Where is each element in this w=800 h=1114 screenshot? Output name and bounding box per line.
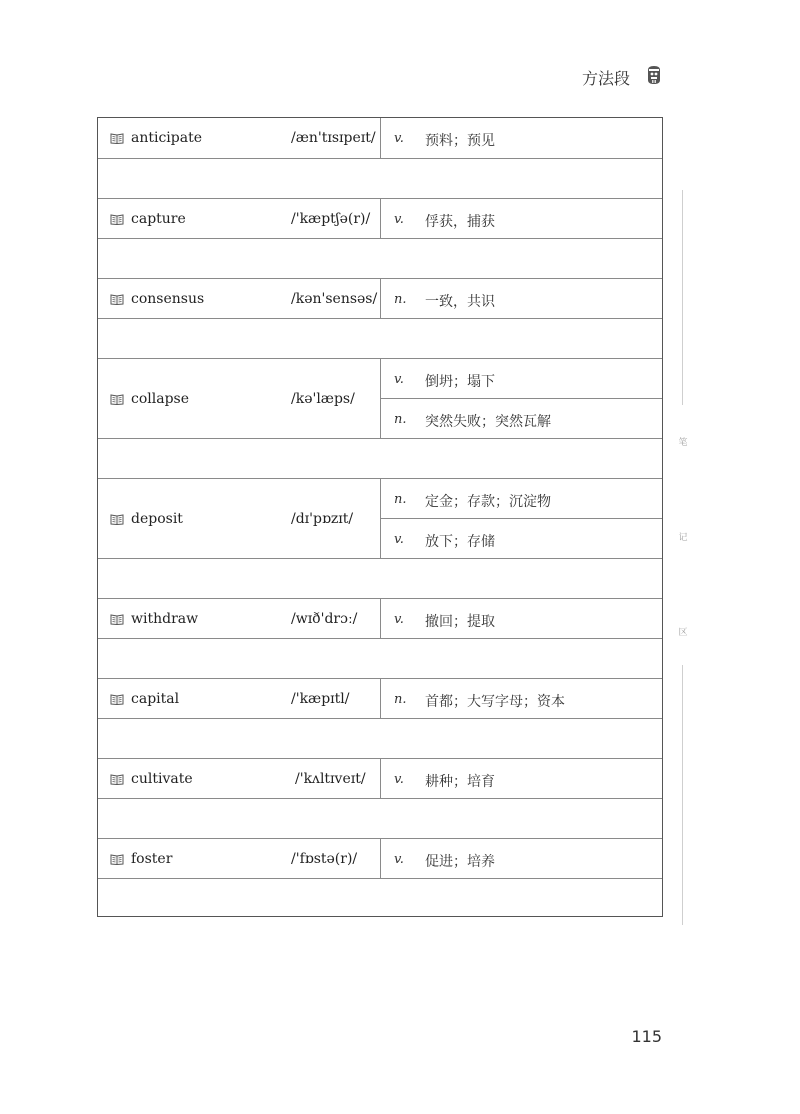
part-of-speech: n.: [394, 412, 407, 427]
book-icon: [110, 214, 124, 225]
meaning: 倒坍；塌下: [425, 374, 495, 390]
book-icon: [110, 854, 124, 865]
word-cell: [98, 118, 381, 158]
notes-char: 笔: [678, 438, 688, 448]
part-of-speech: v.: [394, 372, 404, 387]
part-of-speech: v.: [394, 131, 404, 146]
part-of-speech: v.: [394, 612, 404, 627]
part-of-speech: n.: [394, 692, 407, 707]
phonetic: /æn'tɪsɪpeɪt/: [291, 130, 376, 146]
meaning: 撤回；提取: [425, 614, 495, 630]
word: capture: [131, 211, 186, 227]
blank-note-row: [98, 439, 662, 479]
notes-char: 记: [678, 533, 688, 543]
definition-cell: [381, 679, 662, 719]
blank-note-row: [98, 799, 662, 839]
phonetic: /dɪ'pɒzɪt/: [291, 511, 354, 527]
part-of-speech: v.: [394, 212, 404, 227]
definition-cell: [381, 118, 662, 159]
word-cell: [98, 839, 381, 878]
part-of-speech: v.: [394, 532, 404, 547]
part-of-speech: v.: [394, 772, 404, 787]
book-icon: [110, 294, 124, 305]
definition-cell: [381, 359, 662, 399]
book-icon: [110, 514, 124, 525]
definition-cell: [381, 599, 662, 639]
word: withdraw: [131, 611, 199, 627]
table-row: [98, 279, 662, 319]
phonetic: /'kæpɪtl/: [291, 691, 350, 707]
vocabulary-table: [97, 117, 663, 917]
meaning: 放下；存储: [425, 534, 495, 550]
meaning: 促进；培养: [425, 854, 495, 870]
blank-note-row: [98, 159, 662, 199]
mascot-icon: [644, 64, 664, 86]
phonetic: /wɪð'drɔː/: [291, 611, 358, 627]
word-cell: [98, 279, 381, 318]
part-of-speech: n.: [394, 492, 407, 507]
table-row: [98, 479, 662, 559]
book-icon: [110, 614, 124, 625]
page-number: 115: [631, 1027, 662, 1046]
table-row: [98, 599, 662, 639]
notes-divider-bottom: [682, 665, 683, 925]
definition-cell: [381, 279, 662, 319]
word-cell: [98, 199, 381, 238]
word-cell: [98, 359, 381, 438]
word: foster: [131, 851, 173, 867]
phonetic: /kən'sensəs/: [291, 291, 378, 307]
meaning: 定金；存款；沉淀物: [425, 494, 551, 510]
word: anticipate: [131, 130, 203, 146]
meaning: 一致，共识: [425, 294, 495, 310]
part-of-speech: n.: [394, 292, 407, 307]
definition-cell: [381, 839, 662, 879]
notes-divider-top: [682, 190, 683, 405]
meaning: 预料；预见: [425, 133, 495, 149]
definition-cell: [381, 519, 662, 559]
meaning: 耕种；培育: [425, 774, 495, 790]
word: deposit: [131, 511, 183, 527]
word-cell: [98, 679, 381, 718]
table-row: [98, 679, 662, 719]
phonetic: /'kæptʃə(r)/: [291, 211, 371, 227]
book-icon: [110, 694, 124, 705]
book-icon: [110, 394, 124, 405]
phonetic: /'fɒstə(r)/: [291, 851, 358, 867]
phonetic: /kə'læps/: [291, 391, 355, 407]
table-row: [98, 839, 662, 879]
blank-note-row: [98, 719, 662, 759]
notes-char: 区: [678, 628, 688, 638]
table-row: [98, 759, 662, 799]
book-icon: [110, 133, 124, 144]
word: collapse: [131, 391, 190, 407]
word: capital: [131, 691, 180, 707]
blank-note-row: [98, 879, 662, 916]
meaning: 突然失败；突然瓦解: [425, 414, 551, 430]
word-cell: [98, 759, 381, 798]
table-row: [98, 199, 662, 239]
blank-note-row: [98, 559, 662, 599]
definition-cell: [381, 399, 662, 439]
part-of-speech: v.: [394, 852, 404, 867]
meaning: 首都；大写字母；资本: [425, 694, 565, 710]
table-row: [98, 118, 662, 159]
definition-cell: [381, 479, 662, 519]
phonetic: /'kʌltɪveɪt/: [295, 771, 366, 787]
meaning: 俘获，捕获: [425, 214, 495, 230]
word-cell: [98, 599, 381, 638]
blank-note-row: [98, 239, 662, 279]
definition-cell: [381, 199, 662, 239]
word: cultivate: [131, 771, 193, 787]
word-cell: [98, 479, 381, 558]
section-title: 方法段: [581, 69, 630, 88]
definition-cell: [381, 759, 662, 799]
blank-note-row: [98, 639, 662, 679]
book-icon: [110, 774, 124, 785]
table-row: [98, 359, 662, 439]
blank-note-row: [98, 319, 662, 359]
word: consensus: [131, 291, 205, 307]
